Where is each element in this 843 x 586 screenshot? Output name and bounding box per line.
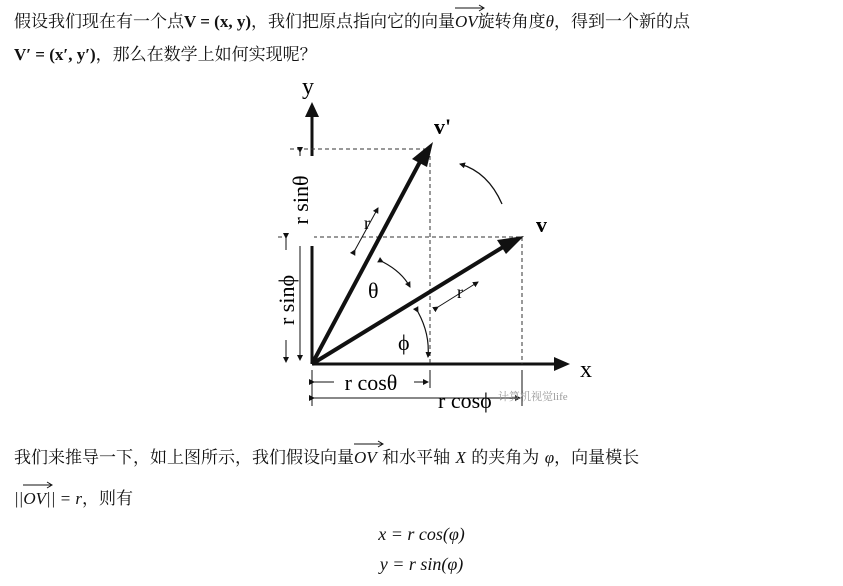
- axis-X-symbol: X: [455, 448, 466, 467]
- phi-arc: [418, 312, 428, 357]
- intro-text-5: ，那么在数学上如何实现呢？: [95, 45, 317, 65]
- phi-label: ϕ: [398, 330, 410, 355]
- r-text-vprime: r: [364, 213, 370, 233]
- norm-close: || = r: [46, 489, 82, 508]
- derivation-line-2: [14, 488, 133, 510]
- derivation-text-5: ，则有: [81, 489, 133, 509]
- point-v: V = (x, y): [184, 12, 251, 31]
- equation-x: x = r cos(φ): [378, 524, 465, 544]
- v-prime-label: v': [434, 114, 452, 139]
- intro-text-2: ，我们把原点指向它的向量: [250, 12, 455, 32]
- x-axis-label: x: [580, 357, 592, 383]
- r-sin-theta-label: r sinθ: [288, 175, 313, 225]
- intro-line-1: [14, 11, 690, 33]
- theta-label: θ: [368, 278, 379, 303]
- vector-ov-norm: [23, 488, 46, 510]
- rotation-arrow: [460, 164, 502, 204]
- equation-y: y = r sin(φ): [379, 554, 464, 574]
- point-vprime: V′ = (x′, y′): [14, 45, 96, 64]
- derivation-text-4: ，向量模长: [554, 448, 640, 468]
- r-cos-theta-label: r cosθ: [344, 370, 398, 395]
- norm-open: ||: [14, 489, 24, 508]
- theta-arc: [383, 262, 410, 287]
- theta-symbol: θ: [545, 12, 555, 31]
- y-axis-label: y: [302, 74, 314, 100]
- r-sin-phi-label: r sinϕ: [274, 274, 299, 326]
- vector-ov: [455, 11, 478, 33]
- intro-text-1: 假设我们现在有一个点: [14, 12, 184, 32]
- vector-ov-label: OV: [454, 12, 478, 31]
- phi-symbol: φ: [544, 448, 555, 467]
- intro-text-3: 旋转角度: [477, 12, 546, 32]
- x-axis-arrow-icon: [554, 357, 570, 371]
- y-axis-arrow-icon: [305, 102, 319, 117]
- v-label: v: [536, 212, 547, 237]
- derivation-text-3: 的夹角为: [471, 448, 540, 468]
- vector-v: [312, 244, 508, 364]
- r-label-v: [438, 282, 478, 307]
- point-v-formula: [184, 12, 251, 31]
- intro-line-2: [14, 44, 317, 66]
- vector-ov-norm-label: OV: [23, 489, 47, 508]
- vector-arrow-icon: [23, 481, 53, 489]
- vector-arrow-icon: [354, 440, 384, 448]
- intro-text-4: ，得到一个新的点: [554, 12, 691, 32]
- vector-ov-derivation-label: OV: [354, 448, 377, 467]
- point-vprime-formula: [14, 45, 96, 64]
- vector-v-arrowhead: [497, 236, 524, 254]
- derivation-line-1: [14, 447, 639, 469]
- watermark: 计算机视觉life: [498, 391, 568, 403]
- rotation-figure: [250, 72, 610, 422]
- vector-ov-derivation: [354, 447, 377, 469]
- norm-formula: [14, 489, 82, 508]
- r-cos-phi-label: r cosϕ: [438, 388, 492, 413]
- derivation-text-2: 和水平轴: [382, 448, 451, 468]
- r-text-v: r: [457, 282, 463, 302]
- derivation-text-1: 我们来推导一下，如上图所示，我们假设向量: [14, 448, 354, 468]
- vector-arrow-icon: [455, 4, 485, 12]
